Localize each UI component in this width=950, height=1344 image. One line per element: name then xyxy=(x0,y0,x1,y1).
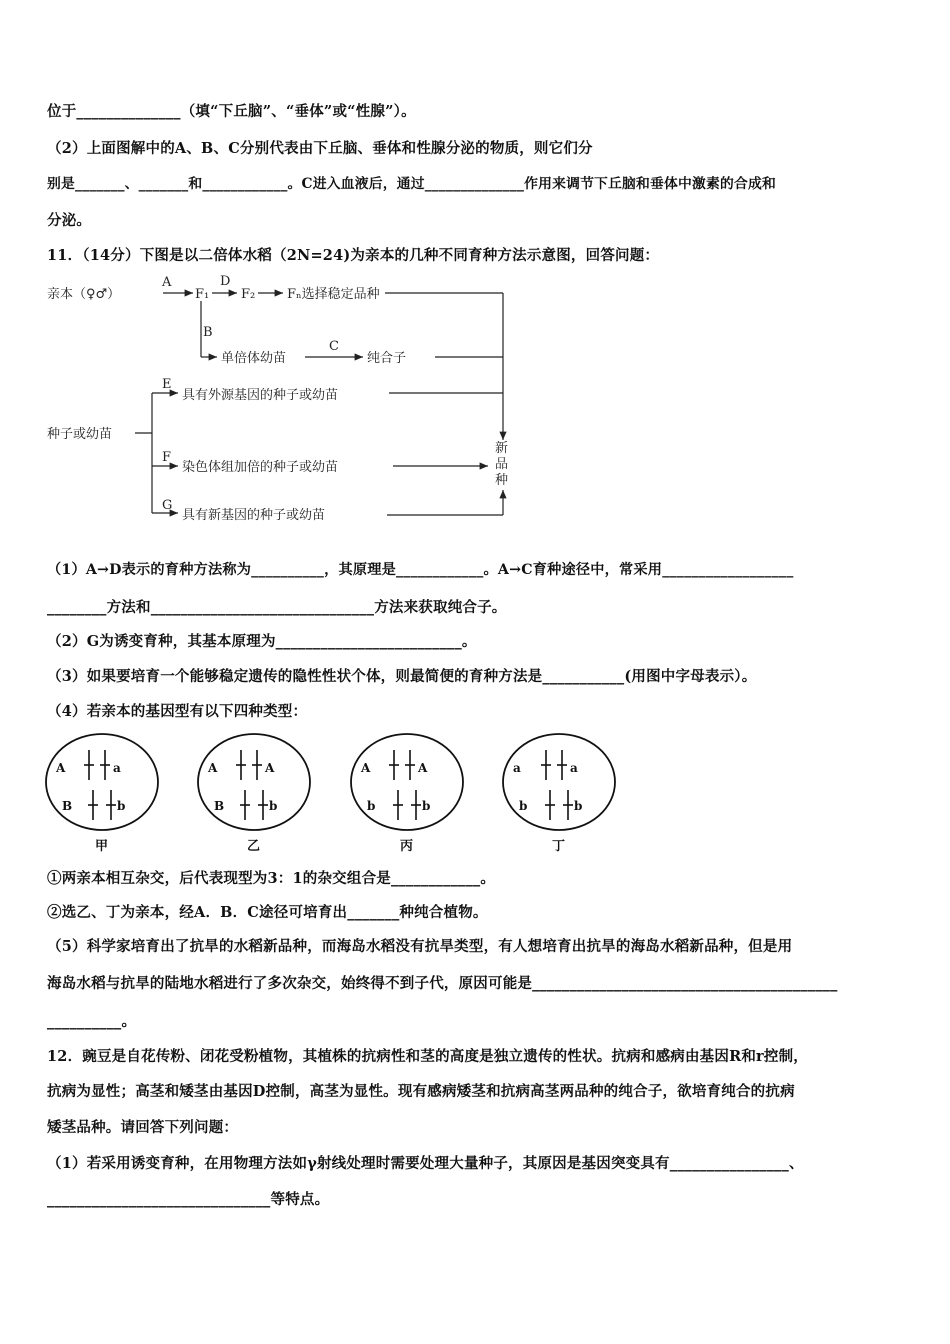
cell-name: 乙 xyxy=(247,839,261,854)
parent-label: 亲本（♀♂） xyxy=(47,287,121,302)
cell-name: 丁 xyxy=(552,839,566,854)
text-line: （4）若亲本的基因型有以下四种类型： xyxy=(47,703,308,720)
new-variety-3: 种 xyxy=(495,473,509,488)
step-e-label: E xyxy=(162,377,172,392)
allele-label: A xyxy=(208,761,218,775)
allele-label: b xyxy=(117,799,126,813)
text-line: ①两亲本相互杂交，后代表现型为3：1的杂交组合是____________。 xyxy=(47,870,496,887)
text-line: 矮茎品种。请回答下列问题： xyxy=(47,1119,239,1136)
g-text: 具有新基因的种子或幼苗 xyxy=(182,508,326,523)
allele-label: a xyxy=(113,761,121,775)
allele-label: B xyxy=(214,799,225,813)
e-text: 具有外源基因的种子或幼苗 xyxy=(182,388,339,403)
text-line: ________方法和______________________________方法来获取纯合子。 xyxy=(47,599,507,616)
f-text: 染色体组加倍的种子或幼苗 xyxy=(182,460,339,475)
pure-label: 纯合子 xyxy=(367,351,407,366)
allele-label: B xyxy=(62,799,73,813)
seed-label: 种子或幼苗 xyxy=(47,427,113,442)
text-line: 抗病为显性；高茎和矮茎由基因D控制，高茎为显性。现有感病矮茎和抗病高茎两品种的纯合子，欲培育纯合的抗病 xyxy=(47,1083,795,1100)
genotype-cells xyxy=(40,732,630,856)
cell-name: 甲 xyxy=(95,839,109,854)
text-line: （1）A→D表示的育种方法称为__________，其原理是____________。A→C育种途径中，常采用__________________ xyxy=(47,562,794,578)
allele-label: b xyxy=(269,799,278,813)
step-a-label: A xyxy=(162,275,172,290)
question-11-header: 11．（14分）下图是以二倍体水稻（2N=24)为亲本的几种不同育种方法示意图，回答问题： xyxy=(47,247,660,264)
cell-outline xyxy=(198,734,310,830)
allele-label: b xyxy=(574,799,583,813)
new-variety-1: 新 xyxy=(495,441,509,456)
step-d-label: D xyxy=(220,274,231,289)
text-line: （2）G为诱变育种，其基本原理为_________________________。 xyxy=(47,633,477,650)
step-c-label: C xyxy=(329,339,339,354)
step-f-label: F xyxy=(162,450,172,465)
text-line: 分泌。 xyxy=(47,212,92,229)
new-variety-2: 品 xyxy=(495,457,509,472)
text-line: （3）如果要培育一个能够稳定遗传的隐性性状个体，则最简便的育种方法是___________(用图中字母表示）。 xyxy=(47,668,757,685)
allele-label: a xyxy=(570,761,578,775)
cell-outline xyxy=(351,734,463,830)
text-line: 位于______________（填“下丘脑”、“垂体”或“性腺”）。 xyxy=(47,103,416,120)
fn-label: Fₙ选择稳定品种 xyxy=(287,287,380,302)
allele-label: b xyxy=(422,799,431,813)
f2-label: F₂ xyxy=(241,287,256,302)
f1-label: F₁ xyxy=(195,287,210,302)
text-line: 别是_______、_______和____________。C进入血液后，通过______________作用来调节下丘脑和垂体中激素的合成和 xyxy=(47,176,777,192)
question-12-header: 12．豌豆是自花传粉、闭花受粉植物，其植株的抗病性和茎的高度是独立遗传的性状。抗病和感病由基因R和r控制， xyxy=(47,1048,808,1065)
cell-name: 丙 xyxy=(400,839,414,854)
breeding-diagram xyxy=(45,272,525,527)
allele-label: b xyxy=(519,799,528,813)
allele-label: A xyxy=(361,761,371,775)
cell-outline xyxy=(503,734,615,830)
text-line: ______________________________等特点。 xyxy=(47,1191,330,1208)
text-line: （5）科学家培育出了抗旱的水稻新品种，而海岛水稻没有抗旱类型，有人想培育出抗旱的海岛水稻新品种，但是用 xyxy=(47,938,793,955)
step-g-label: G xyxy=(162,498,173,513)
allele-label: A xyxy=(56,761,66,775)
cell-outline xyxy=(46,734,158,830)
text-line: __________。 xyxy=(47,1013,137,1030)
allele-label: a xyxy=(513,761,521,775)
allele-label: A xyxy=(265,761,275,775)
text-line: （2）上面图解中的A、B、C分别代表由下丘脑、垂体和性腺分泌的物质，则它们分 xyxy=(47,140,593,157)
allele-label: b xyxy=(367,799,376,813)
allele-label: A xyxy=(418,761,428,775)
text-line: 海岛水稻与抗旱的陆地水稻进行了多次杂交，始终得不到子代，原因可能是_________________________________________ xyxy=(47,975,838,992)
text-line: ②选乙、丁为亲本，经A．B．C途径可培育出_______种纯合植物。 xyxy=(47,904,488,921)
text-line: （1）若采用诱变育种，在用物理方法如γ射线处理时需要处理大量种子，其原因是基因突变具有________________、 xyxy=(47,1155,804,1172)
step-b-label: B xyxy=(203,325,213,340)
haploid-label: 单倍体幼苗 xyxy=(221,351,287,366)
